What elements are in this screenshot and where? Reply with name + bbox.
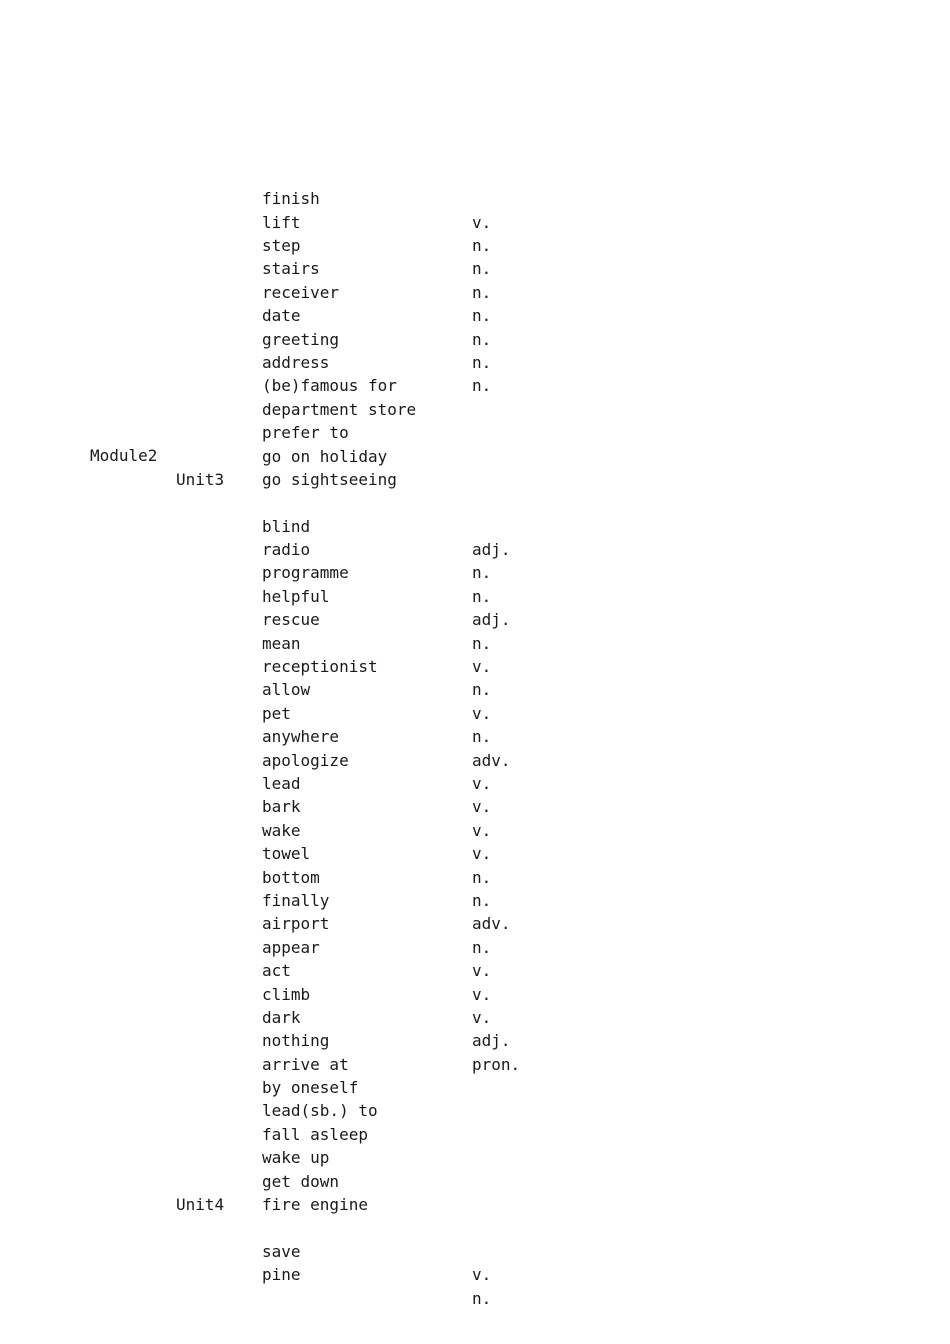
vocab-word: greeting bbox=[262, 329, 340, 349]
part-of-speech: v. bbox=[472, 212, 492, 232]
part-of-speech: n. bbox=[472, 376, 492, 396]
part-of-speech: v. bbox=[472, 703, 492, 723]
vocab-word: towel bbox=[262, 844, 311, 864]
part-of-speech: n. bbox=[472, 563, 492, 583]
vocab-word: airport bbox=[262, 914, 330, 934]
vocab-word: finish bbox=[262, 189, 320, 209]
vocab-word: lift bbox=[262, 212, 301, 232]
vocab-word: lead bbox=[262, 773, 301, 793]
vocab-word: helpful bbox=[262, 586, 330, 606]
part-of-speech: n. bbox=[472, 890, 492, 910]
part-of-speech: n. bbox=[472, 727, 492, 747]
vocab-word: date bbox=[262, 306, 301, 326]
vocab-word: arrive at bbox=[262, 1054, 349, 1074]
vocab-word: allow bbox=[262, 680, 311, 700]
vocabulary-list bbox=[0, 117, 950, 1308]
part-of-speech: v. bbox=[472, 1265, 492, 1285]
vocab-word: lead(sb.) to bbox=[262, 1101, 378, 1121]
part-of-speech: pron. bbox=[472, 1054, 521, 1074]
part-of-speech: v. bbox=[472, 844, 492, 864]
unit-label: Unit3 bbox=[176, 469, 225, 489]
vocab-word: (be)famous for bbox=[262, 376, 397, 396]
vocab-word: department store bbox=[262, 399, 417, 419]
part-of-speech: n. bbox=[472, 586, 492, 606]
part-of-speech: n. bbox=[472, 937, 492, 957]
vocab-word: save bbox=[262, 1241, 301, 1261]
part-of-speech: n. bbox=[472, 633, 492, 653]
part-of-speech: n. bbox=[472, 259, 492, 279]
vocab-word: receiver bbox=[262, 282, 340, 302]
vocab-word: fire engine bbox=[262, 1195, 368, 1215]
vocab-word: radio bbox=[262, 540, 311, 560]
vocab-word: wake bbox=[262, 820, 301, 840]
vocab-word: mean bbox=[262, 633, 301, 653]
vocab-word: go on holiday bbox=[262, 446, 388, 466]
part-of-speech: n. bbox=[472, 1288, 492, 1308]
part-of-speech: n. bbox=[472, 306, 492, 326]
vocab-word: wake up bbox=[262, 1148, 330, 1168]
vocab-word: anywhere bbox=[262, 727, 340, 747]
vocab-word: nothing bbox=[262, 1031, 330, 1051]
vocab-word: fall asleep bbox=[262, 1124, 368, 1144]
part-of-speech: v. bbox=[472, 797, 492, 817]
vocab-word: get down bbox=[262, 1171, 340, 1191]
module-label: Module2 bbox=[90, 446, 158, 466]
vocab-word: stairs bbox=[262, 259, 320, 279]
part-of-speech: adj. bbox=[472, 610, 511, 630]
part-of-speech: adj. bbox=[472, 1031, 511, 1051]
vocab-word: climb bbox=[262, 984, 311, 1004]
vocab-word: go sightseeing bbox=[262, 469, 397, 489]
part-of-speech: adv. bbox=[472, 750, 511, 770]
part-of-speech: v. bbox=[472, 820, 492, 840]
part-of-speech: n. bbox=[472, 282, 492, 302]
part-of-speech: v. bbox=[472, 774, 492, 793]
vocab-word: by oneself bbox=[262, 1078, 359, 1098]
vocab-word: act bbox=[262, 961, 291, 981]
part-of-speech: v. bbox=[472, 984, 492, 1004]
vocab-word: pine bbox=[262, 1265, 301, 1285]
part-of-speech: v. bbox=[472, 657, 492, 677]
part-of-speech: n. bbox=[472, 680, 492, 700]
vocab-word: dark bbox=[262, 1007, 301, 1027]
part-of-speech: n. bbox=[472, 329, 492, 349]
vocab-word: receptionist bbox=[262, 657, 378, 677]
vocab-word: pet bbox=[262, 703, 291, 723]
vocab-word: bottom bbox=[262, 867, 320, 887]
part-of-speech: v. bbox=[472, 1007, 492, 1027]
part-of-speech: adv. bbox=[472, 914, 511, 934]
part-of-speech: n. bbox=[472, 352, 492, 372]
vocab-word: finally bbox=[262, 890, 330, 910]
part-of-speech: n. bbox=[472, 867, 492, 887]
vocab-word: address bbox=[262, 352, 330, 372]
vocab-word: bark bbox=[262, 797, 301, 817]
vocab-word: prefer to bbox=[262, 423, 349, 443]
vocab-word: appear bbox=[262, 937, 320, 957]
vocab-word: programme bbox=[262, 563, 349, 583]
vocab-word: blind bbox=[262, 516, 311, 536]
vocab-word: apologize bbox=[262, 750, 349, 770]
part-of-speech: v. bbox=[472, 961, 492, 981]
part-of-speech: adj. bbox=[472, 540, 511, 560]
vocab-word: rescue bbox=[262, 610, 320, 630]
part-of-speech: n. bbox=[472, 236, 492, 256]
vocab-word: step bbox=[262, 236, 301, 255]
unit-label: Unit4 bbox=[176, 1195, 225, 1214]
